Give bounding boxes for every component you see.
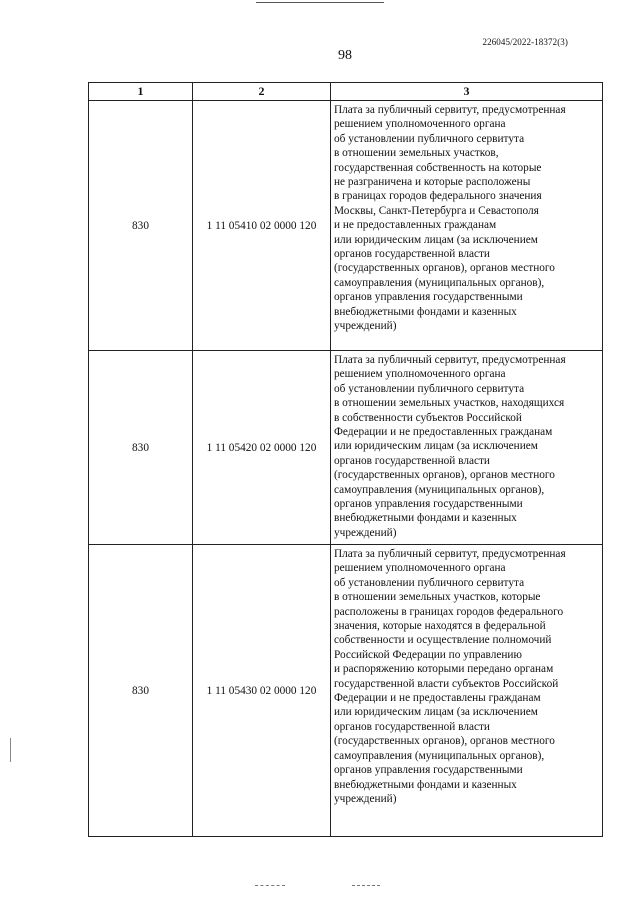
scan-bottom-mark [352, 885, 380, 886]
scan-margin-mark [10, 738, 11, 762]
description-cell: Плата за публичный сервитут, предусмотренная решением уполномоченного органа об установлении публичного сервитута в отношении земельных участков, государственная собственность на которые не разграничена и которые расположены в границах городов федерального значения Москвы, Санкт-Петербурга и Севастополя и не предоставленных гражданам или юридическим лицам (за исключением органов государственной власти (государственных органов), органов местного самоуправления (муниципальных органов), органов управления государственными внебюджетными фондами и казенных учреждений) [331, 101, 603, 351]
budget-code-cell: 1 11 05430 02 0000 120 [193, 545, 331, 837]
budget-codes-table [88, 82, 603, 837]
scan-top-line [256, 2, 384, 3]
scan-bottom-mark [255, 885, 285, 886]
budget-code-cell: 1 11 05410 02 0000 120 [193, 101, 331, 351]
admin-code-cell: 830 [89, 545, 193, 837]
table-row [89, 351, 603, 545]
column-header-3: 3 [331, 83, 603, 101]
table-row [89, 101, 603, 351]
document-number: 226045/2022-18372(3) [482, 37, 568, 47]
page-number: 98 [338, 48, 352, 63]
column-header-1: 1 [89, 83, 193, 101]
table-header-row [89, 83, 603, 101]
table-row [89, 545, 603, 837]
admin-code-cell: 830 [89, 101, 193, 351]
column-header-2: 2 [193, 83, 331, 101]
admin-code-cell: 830 [89, 351, 193, 545]
description-cell: Плата за публичный сервитут, предусмотренная решением уполномоченного органа об установлении публичного сервитута в отношении земельных участков, находящихся в собственности субъектов Российской Федерации и не предоставленных гражданам или юридическим лицам (за исключением органов государственной власти (государственных органов), органов местного самоуправления (муниципальных органов), органов управления государственными внебюджетными фондами и казенных учреждений) [331, 351, 603, 545]
description-cell: Плата за публичный сервитут, предусмотренная решением уполномоченного органа об установлении публичного сервитута в отношении земельных участков, которые расположены в границах городов федерального значения, которые находятся в федеральной собственности и осуществление полномочий Российской Федерации по управлению и распоряжению которыми передано органам государственной власти субъектов Российской Федерации и не предоставлены гражданам или юридическим лицам (за исключением органов государственной власти (государственных органов), органов местного самоуправления (муниципальных органов), органов управления государственными внебюджетными фондами и казенных учреждений) [331, 545, 603, 837]
budget-code-cell: 1 11 05420 02 0000 120 [193, 351, 331, 545]
